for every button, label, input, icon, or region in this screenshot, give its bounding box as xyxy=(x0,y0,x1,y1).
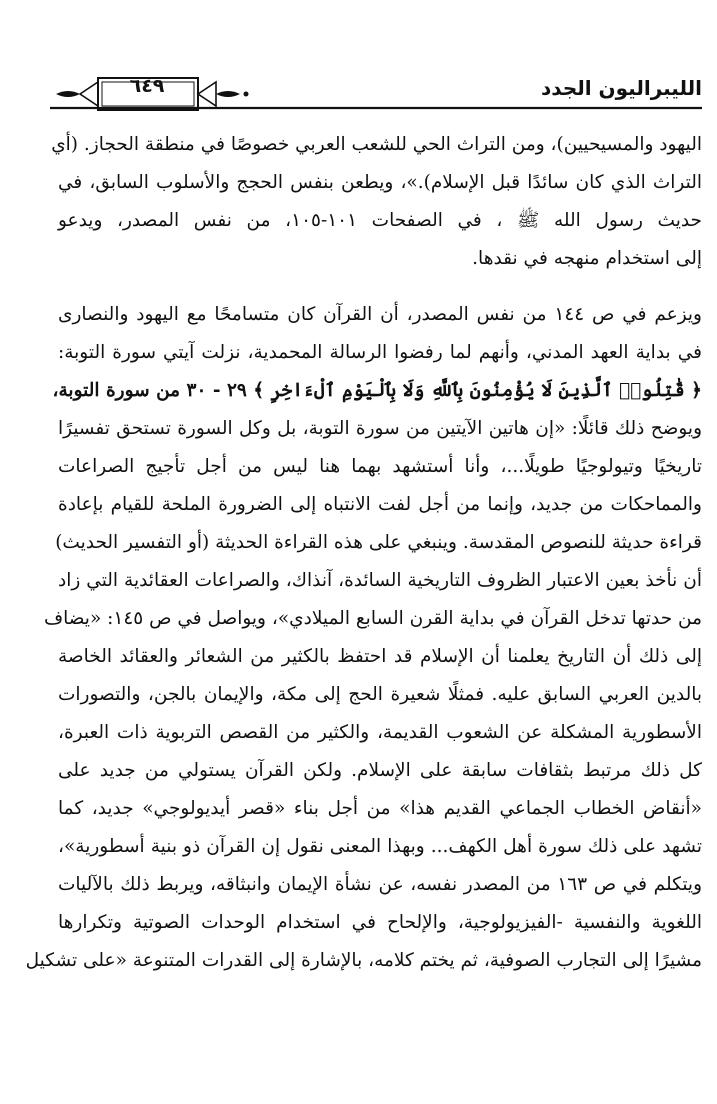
text-line: إلى استخدام منهجه في نقدها. xyxy=(472,248,702,269)
text-line: تاريخيًا وتيولوجيًا طويلًا...، وأنا أستشهد بهما هنا ليس من أجل تأجيج الصراعات xyxy=(58,456,702,477)
page-header xyxy=(50,62,702,120)
text-line: التراث الذي كان سائدًا قبل الإسلام).»، ويطعن بنفس الحجج والأسلوب السابق، في xyxy=(58,172,702,193)
text-line: اليهود والمسيحيين)، ومن التراث الحي للشعب العربي خصوصًا في منطقة الحجاز. (أي xyxy=(51,134,702,155)
text-line: اللغوية والنفسية -الفيزيولوجية، والإلحاح في استخدام الوحدات الصوتية وتكرارها xyxy=(58,912,702,933)
text-line: ويتكلم في ص ١٦٣ من المصدر نفسه، عن نشأة الإيمان وانبثاقه، ويربط ذلك بالآليات xyxy=(58,874,702,895)
text-line: حديث رسول الله ﷺ ، في الصفحات ١٠١-١٠٥، من نفس المصدر، ويدعو xyxy=(58,210,702,231)
text-line: في بداية العهد المدني، وأنهم لما رفضوا الرسالة المحمدية، نزلت آيتي سورة التوبة: xyxy=(58,342,702,363)
text-line: والمماحكات من جديد، وإنما من أجل لفت الانتباه إلى الضرورة الملحة للقيام بإعادة xyxy=(58,494,702,515)
text-line: من حدتها تدخل القرآن في بداية القرن السابع الميلادي»، ويواصل في ص ١٤٥: «يضاف xyxy=(43,608,702,629)
text-line: ويوضح ذلك قائلًا: «إن هاتين الآيتين من سورة التوبة، بل وكل السورة تستحق تفسيرًا xyxy=(58,418,702,439)
text-line: إلى ذلك أن التاريخ يعلمنا أن الإسلام قد احتفظ بالكثير من الشعائر والعقائد الخاصة xyxy=(58,646,702,667)
text-line: ويزعم في ص ١٤٤ من نفس المصدر، أن القرآن كان متسامحًا مع اليهود والنصارى xyxy=(58,304,702,325)
text-line: الأسطورية المشكلة عن الشعوب القديمة، والكثير من القصص التربوية ذات العبرة، xyxy=(58,722,702,743)
text-line: بالدين العربي السابق عليه. فمثلًا شعيرة الحج إلى مكة، والإيمان بالجن، والتصورات xyxy=(58,684,702,705)
text-line: ﴿ قَٰتِلُوا۟ ٱلَّذِينَ لَا يُؤْمِنُونَ بِٱللَّهِ وَلَا بِٱلْيَوْمِ ٱلْءَاخِرِ ﴾ ٢٩ - ٣٠ من سورة التوبة، xyxy=(52,380,702,401)
text-line: تشهد على ذلك سورة أهل الكهف... وبهذا المعنى نقول إن القرآن ذو بنية أسطورية»، xyxy=(58,836,702,857)
text-line: أن نأخذ بعين الاعتبار الظروف التاريخية السائدة، آنذاك، والصراعات العقائدية التي زاد xyxy=(58,570,702,591)
running-title: الليبراليون الجدد xyxy=(541,76,702,100)
text-line: كل ذلك مرتبط بثقافات سابقة على الإسلام. ولكن القرآن يستولي من جديد على xyxy=(58,760,702,781)
text-line: مشيرًا إلى التجارب الصوفية، ثم يختم كلامه، بالإشارة إلى القدرات المتنوعة «على تشكيل xyxy=(25,950,702,971)
page-number: ٦٤٩ xyxy=(129,75,165,97)
text-line: «أنقاض الخطاب الجماعي القديم هذا» من أجل بناء «قصر أيديولوجي» جديد، كما xyxy=(58,798,702,819)
text-line: قراءة حديثة للنصوص المقدسة. وينبغي على هذه القراءة الحديثة (أو التفسير الحديث) xyxy=(55,532,702,553)
